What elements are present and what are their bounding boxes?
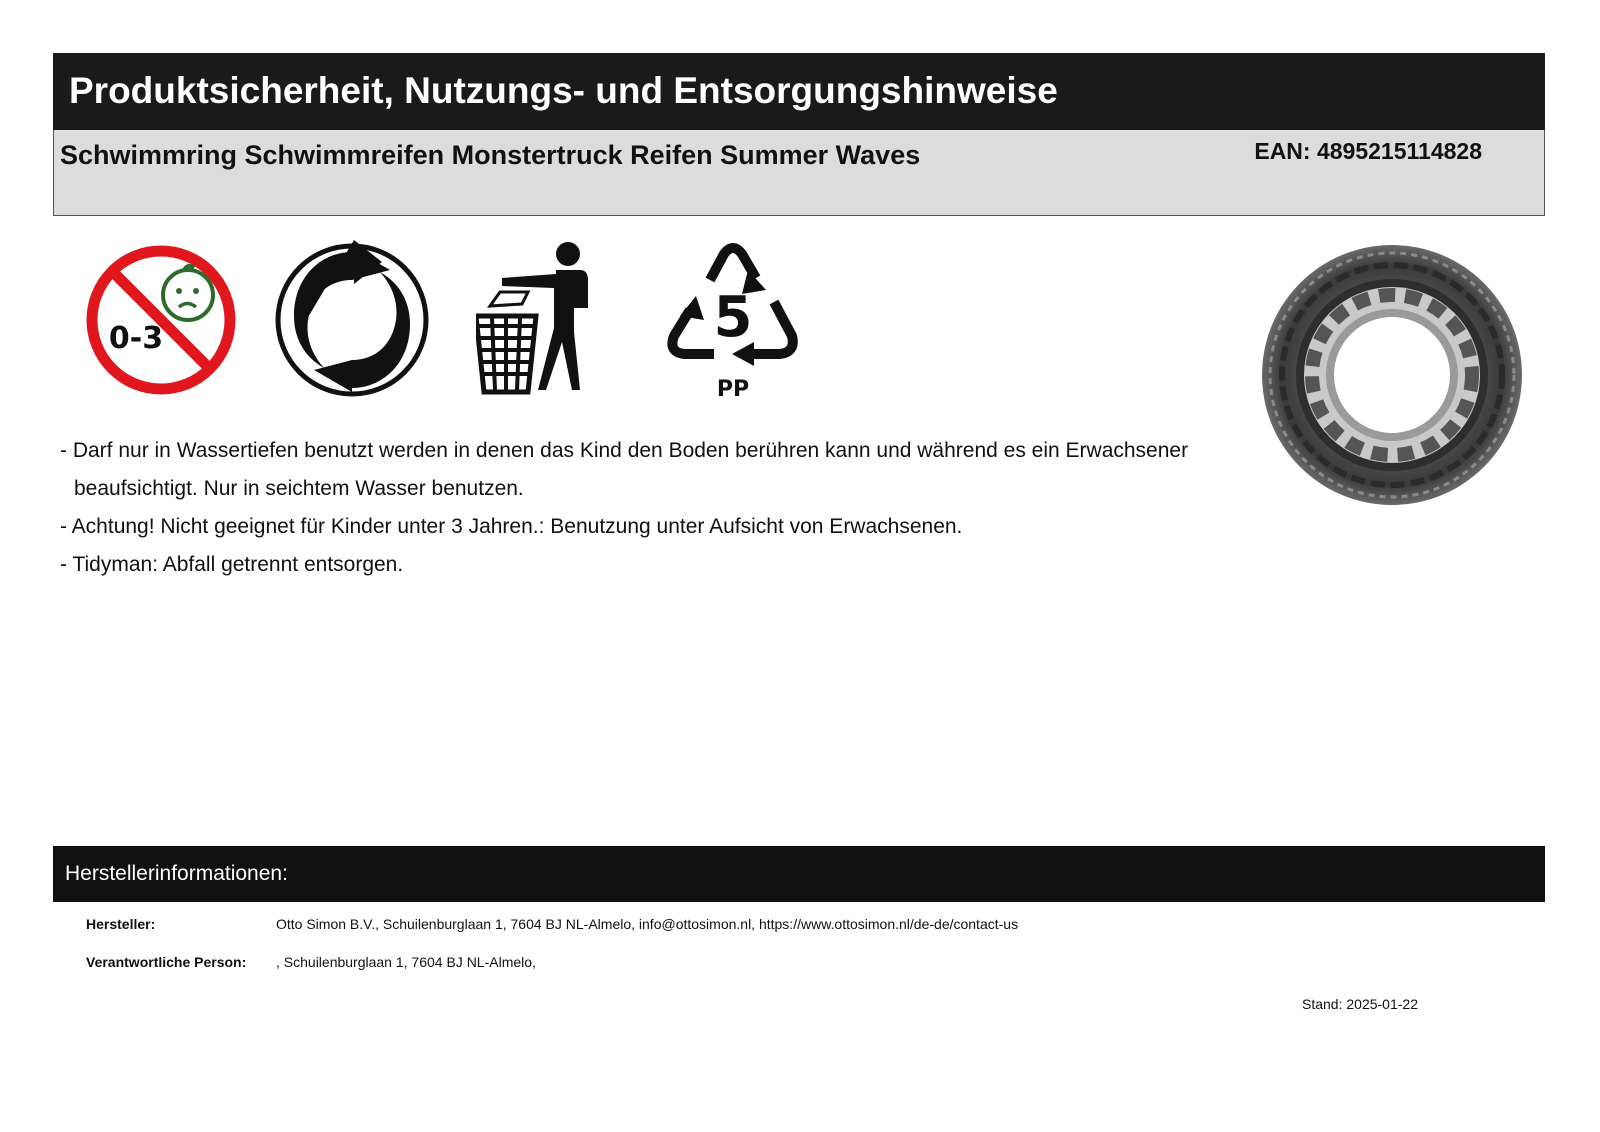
product-name: Schwimmring Schwimmreifen Monstertruck Reifen Summer Waves [60, 140, 921, 170]
product-bar [53, 130, 1545, 216]
manufacturer-header-bar [53, 846, 1545, 902]
green-dot-icon [270, 240, 434, 400]
stand-date: Stand: 2025-01-22 [1302, 996, 1418, 1012]
age-range-label: 0-3 [108, 321, 164, 356]
warning-item: - Achtung! Nicht geeignet für Kinder unter 3 Jahren.: Benutzung unter Aufsicht von Erwachsenen. [60, 515, 963, 538]
responsible-person-value: , Schuilenburglaan 1, 7604 BJ NL-Almelo, [276, 954, 536, 970]
tidyman-icon [476, 242, 600, 396]
page-title: Produktsicherheit, Nutzungs- und Entsorgungshinweise [69, 70, 1058, 111]
age-warning-0-3-icon [84, 243, 238, 397]
header-bar [53, 53, 1545, 130]
warning-item: - Tidyman: Abfall getrennt entsorgen. [60, 553, 404, 576]
warning-item: - Darf nur in Wassertiefen benutzt werden in denen das Kind den Boden berühren kann und während es ein Erwachsener beaufsichtigt. Nur in seichtem Wasser benutzen. [60, 439, 1189, 500]
recycling-material-label: PP [716, 377, 750, 402]
warnings-list [60, 432, 1300, 584]
responsible-person-label: Verantwortliche Person: [86, 954, 247, 970]
recycling-number: 5 [713, 285, 753, 350]
manufacturer-value: Otto Simon B.V., Schuilenburglaan 1, 7604 BJ NL-Almelo, info@ottosimon.nl, https://www.ottosimon.nl/de-de/contact-us [276, 916, 1019, 932]
ean-code: EAN: 4895215114828 [1254, 138, 1482, 164]
manufacturer-heading: Herstellerinformationen: [65, 862, 288, 885]
manufacturer-label: Hersteller: [86, 916, 156, 932]
recycling-5-pp-icon [662, 240, 804, 402]
